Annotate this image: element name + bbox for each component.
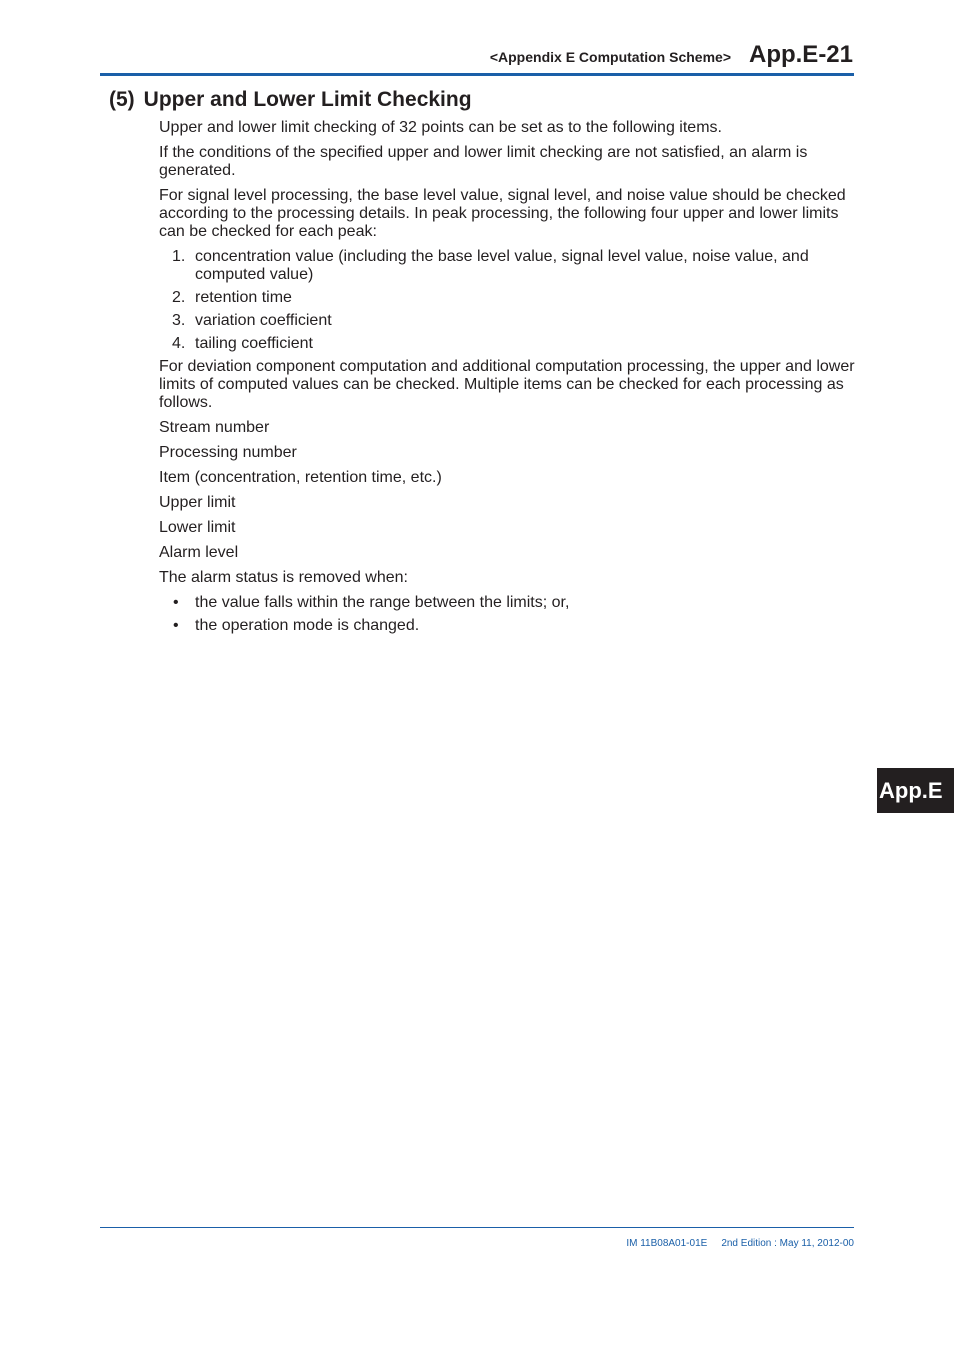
section-body	[159, 119, 855, 640]
bullet-icon: •	[173, 594, 179, 611]
list-item	[159, 312, 855, 330]
section-heading	[109, 86, 472, 114]
removal-condition-list	[159, 594, 855, 635]
list-item	[159, 335, 855, 353]
check-item: Processing number	[159, 444, 297, 461]
peak-limit-list	[159, 248, 855, 353]
list-item	[159, 594, 855, 612]
list-item-text: the value falls within the range between the limits; or,	[195, 594, 570, 611]
paragraph-deviation: For deviation component computation and additional computation processing, the upper and lower limits of computed values can be checked. Multiple items can be checked for each processing as follows.	[159, 358, 855, 411]
check-item: Lower limit	[159, 519, 236, 536]
paragraph-alarm: If the conditions of the specified upper and lower limit checking are not satisfied, an alarm is generated.	[159, 144, 808, 179]
list-item-text: the operation mode is changed.	[195, 617, 420, 634]
footer-edition: 2nd Edition : May 11, 2012-00	[721, 1238, 854, 1249]
footer	[626, 1238, 854, 1250]
list-item-text: retention time	[195, 289, 292, 306]
section-number: (5)	[109, 88, 135, 111]
header-page-number: App.E-21	[748, 41, 853, 68]
check-item: Alarm level	[159, 544, 239, 561]
list-item-text: concentration value (including the base level value, signal level value, noise value, and computed value)	[195, 248, 809, 283]
list-marker: 2.	[172, 289, 186, 306]
check-item: Stream number	[159, 419, 270, 436]
list-item-text: variation coefficient	[195, 312, 332, 329]
footer-document-id: IM 11B08A01-01E	[626, 1238, 708, 1249]
appendix-tab: App.E	[877, 768, 954, 813]
footer-divider	[100, 1227, 854, 1228]
check-item: Upper limit	[159, 494, 236, 511]
list-item	[159, 248, 855, 284]
bullet-icon: •	[173, 617, 179, 634]
paragraph-alarm-removal: The alarm status is removed when:	[159, 569, 408, 586]
list-item-text: tailing coefficient	[195, 335, 313, 352]
header-chapter-title: <Appendix E Computation Scheme>	[489, 49, 731, 65]
list-marker: 3.	[172, 312, 186, 329]
check-item: Item (concentration, retention time, etc.)	[159, 469, 442, 486]
list-marker: 4.	[172, 335, 186, 352]
paragraph-signal-level: For signal level processing, the base level value, signal level, and noise value should be checked according to the processing details. In peak processing, the following four upper and lower limits can be checked for each peak:	[159, 187, 846, 240]
section-title: Upper and Lower Limit Checking	[143, 88, 472, 111]
list-marker: 1.	[172, 248, 186, 265]
list-item	[159, 289, 855, 307]
header-divider	[100, 73, 854, 76]
paragraph-intro: Upper and lower limit checking of 32 points can be set as to the following items.	[159, 119, 722, 136]
list-item	[159, 617, 855, 635]
